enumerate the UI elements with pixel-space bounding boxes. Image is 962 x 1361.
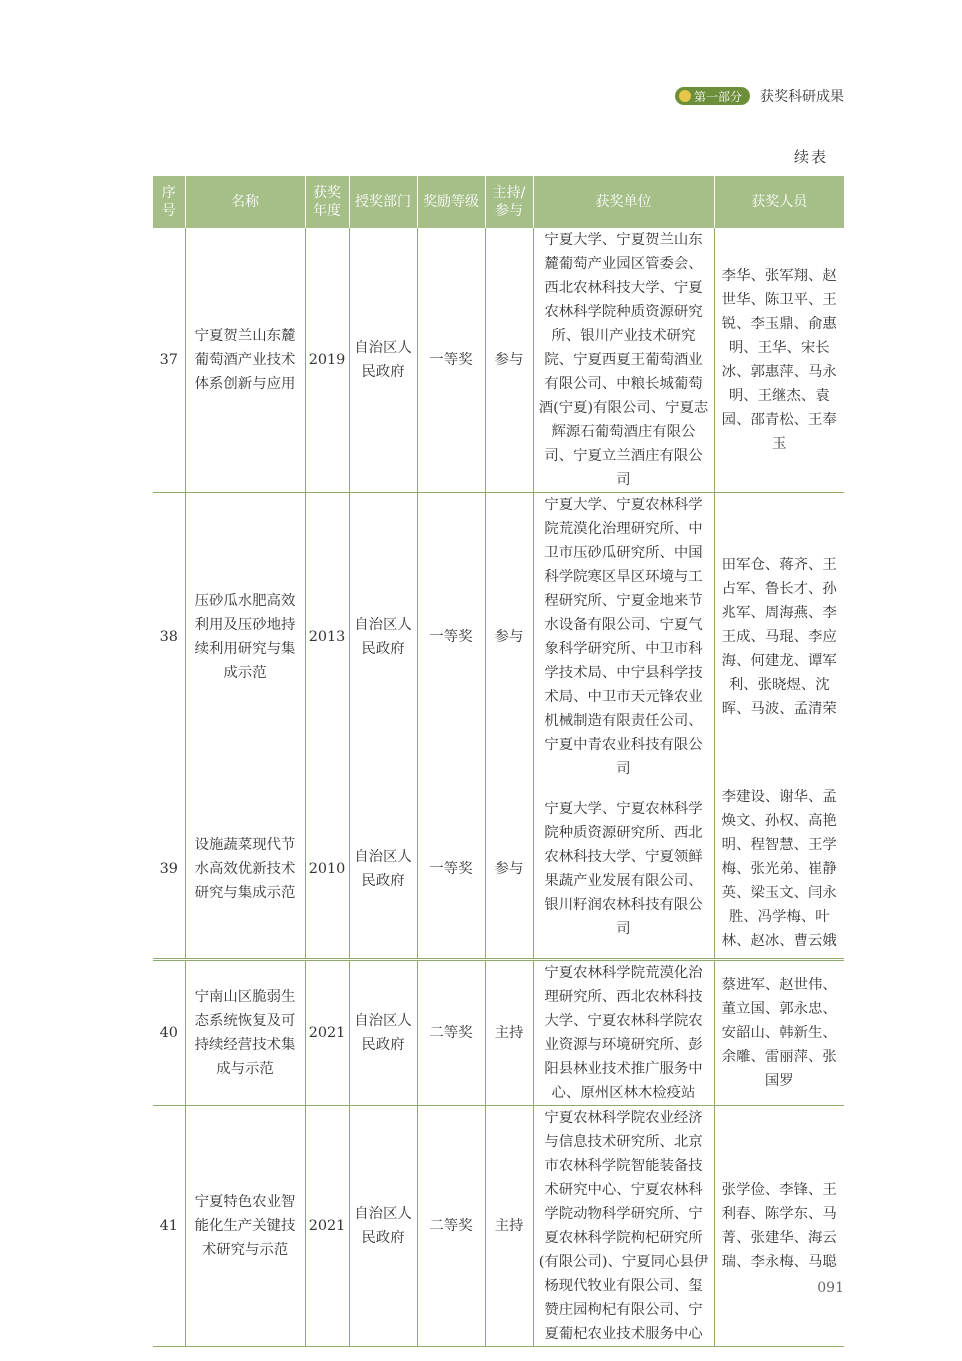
cell-role: 参与 (485, 493, 533, 782)
cell-role: 主持 (485, 959, 533, 1105)
cell-unit: 宁夏大学、宁夏贺兰山东麓葡萄产业园区管委会、西北农林科技大学、宁夏农林科学院种质资源研究所、银川产业技术研究院、宁夏西夏王葡萄酒业有限公司、中粮长城葡萄酒(宁夏)有限公司、宁夏志辉源石葡萄酒庄有限公司、宁夏立兰酒庄有限公司 (533, 228, 714, 493)
cell-no: 39 (153, 781, 185, 959)
col-header-name: 名称 (185, 176, 305, 228)
cell-people: 李华、张军翔、赵世华、陈卫平、王锐、李玉鼎、俞惠明、王华、宋长冰、郭惠萍、马永明、王继杰、袁园、邵青松、王奉玉 (721, 268, 837, 452)
section-title: 获奖科研成果 (760, 89, 844, 105)
cell-name: 宁夏贺兰山东麓葡萄酒产业技术体系创新与应用 (185, 228, 305, 493)
cell-dept: 自治区人民政府 (349, 959, 417, 1105)
cell-role: 参与 (485, 781, 533, 959)
continued-label: 续表 (793, 148, 828, 166)
cell-year: 2021 (305, 959, 349, 1105)
cell-role: 主持 (485, 1105, 533, 1346)
col-header-year: 获奖年度 (305, 176, 349, 228)
cell-no: 40 (153, 959, 185, 1105)
cell-year: 2019 (305, 228, 349, 493)
col-header-no: 序号 (153, 176, 185, 228)
cell-unit: 宁夏农林科学院荒漠化治理研究所、西北农林科技大学、宁夏农林科学院农业资源与环境研究所、彭阳县林业技术推广服务中心、原州区林木检疫站 (533, 959, 714, 1105)
col-header-role: 主持/参与 (485, 176, 533, 228)
cell-level: 一等奖 (417, 493, 485, 782)
cell-people: 张学俭、李锋、王利春、陈学东、马菁、张建华、海云瑞、李永梅、马聪 (721, 1181, 837, 1270)
cell-people: 田军仓、蒋齐、王占军、鲁长才、孙兆军、周海燕、李王成、马琨、李应海、何建龙、谭军利、张晓煜、沈晖、马波、孟清荣 (721, 557, 837, 717)
col-header-level: 奖励等级 (417, 176, 485, 228)
cell-no: 41 (153, 1105, 185, 1346)
cell-role: 参与 (485, 228, 533, 493)
cell-unit: 宁夏大学、宁夏农林科学院种质资源研究所、西北农林科技大学、宁夏领鲜果蔬产业发展有限公司、银川籽润农林科技有限公司 (533, 781, 714, 959)
cell-name: 宁夏特色农业智能化生产关键技术研究与示范 (185, 1105, 305, 1346)
badge-dot-icon (679, 90, 691, 102)
col-header-unit: 获奖单位 (533, 176, 714, 228)
cell-dept: 自治区人民政府 (349, 1105, 417, 1346)
cell-name: 设施蔬菜现代节水高效优新技术研究与集成示范 (185, 781, 305, 959)
cell-level: 二等奖 (417, 1105, 485, 1346)
cell-dept: 自治区人民政府 (349, 228, 417, 493)
awards-table (153, 176, 844, 1347)
running-header (675, 86, 844, 106)
table-row (153, 493, 844, 782)
cell-year: 2021 (305, 1105, 349, 1346)
cell-no: 38 (153, 493, 185, 782)
table-row (153, 959, 844, 1105)
cell-level: 一等奖 (417, 228, 485, 493)
cell-level: 一等奖 (417, 781, 485, 959)
cell-people: 蔡进军、赵世伟、董立国、郭永忠、安韶山、韩新生、余雕、雷丽萍、张国罗 (721, 976, 837, 1089)
cell-unit: 宁夏大学、宁夏农林科学院荒漠化治理研究所、中卫市压砂瓜研究所、中国科学院寒区旱区环境与工程研究所、宁夏金地来节水设备有限公司、宁夏气象科学研究所、中卫市科学技术局、中宁县科学技术局、中卫市天元锋农业机械制造有限责任公司、宁夏中青农业科技有限公司 (533, 493, 714, 782)
table-row (153, 781, 844, 959)
table-row (153, 228, 844, 493)
part-label: 第一部分 (693, 89, 742, 104)
part-badge (675, 87, 750, 105)
cell-name: 宁南山区脆弱生态系统恢复及可持续经营技术集成与示范 (185, 959, 305, 1105)
cell-no: 37 (153, 228, 185, 493)
col-header-people: 获奖人员 (714, 176, 844, 228)
cell-dept: 自治区人民政府 (349, 781, 417, 959)
cell-level: 二等奖 (417, 959, 485, 1105)
table-header-row (153, 176, 844, 228)
cell-people: 李建设、谢华、孟焕文、孙权、高艳明、程智慧、王学梅、张光弟、崔静英、梁玉文、闫永胜、冯学梅、叶林、赵冰、曹云娥 (721, 789, 837, 950)
cell-name: 压砂瓜水肥高效利用及压砂地持续利用研究与集成示范 (185, 493, 305, 782)
table-row (153, 1105, 844, 1346)
cell-year: 2013 (305, 493, 349, 782)
cell-dept: 自治区人民政府 (349, 493, 417, 782)
page-number: 091 (817, 1280, 844, 1296)
cell-unit: 宁夏农林科学院农业经济与信息技术研究所、北京市农林科学院智能装备技术研究中心、宁夏农林科学院动物科学研究所、宁夏农林科学院枸杞研究所(有限公司)、宁夏同心县伊杨现代牧业有限公司、玺赞庄园枸杞有限公司、宁夏葡杞农业技术服务中心 (533, 1105, 714, 1346)
cell-year: 2010 (305, 781, 349, 959)
col-header-dept: 授奖部门 (349, 176, 417, 228)
